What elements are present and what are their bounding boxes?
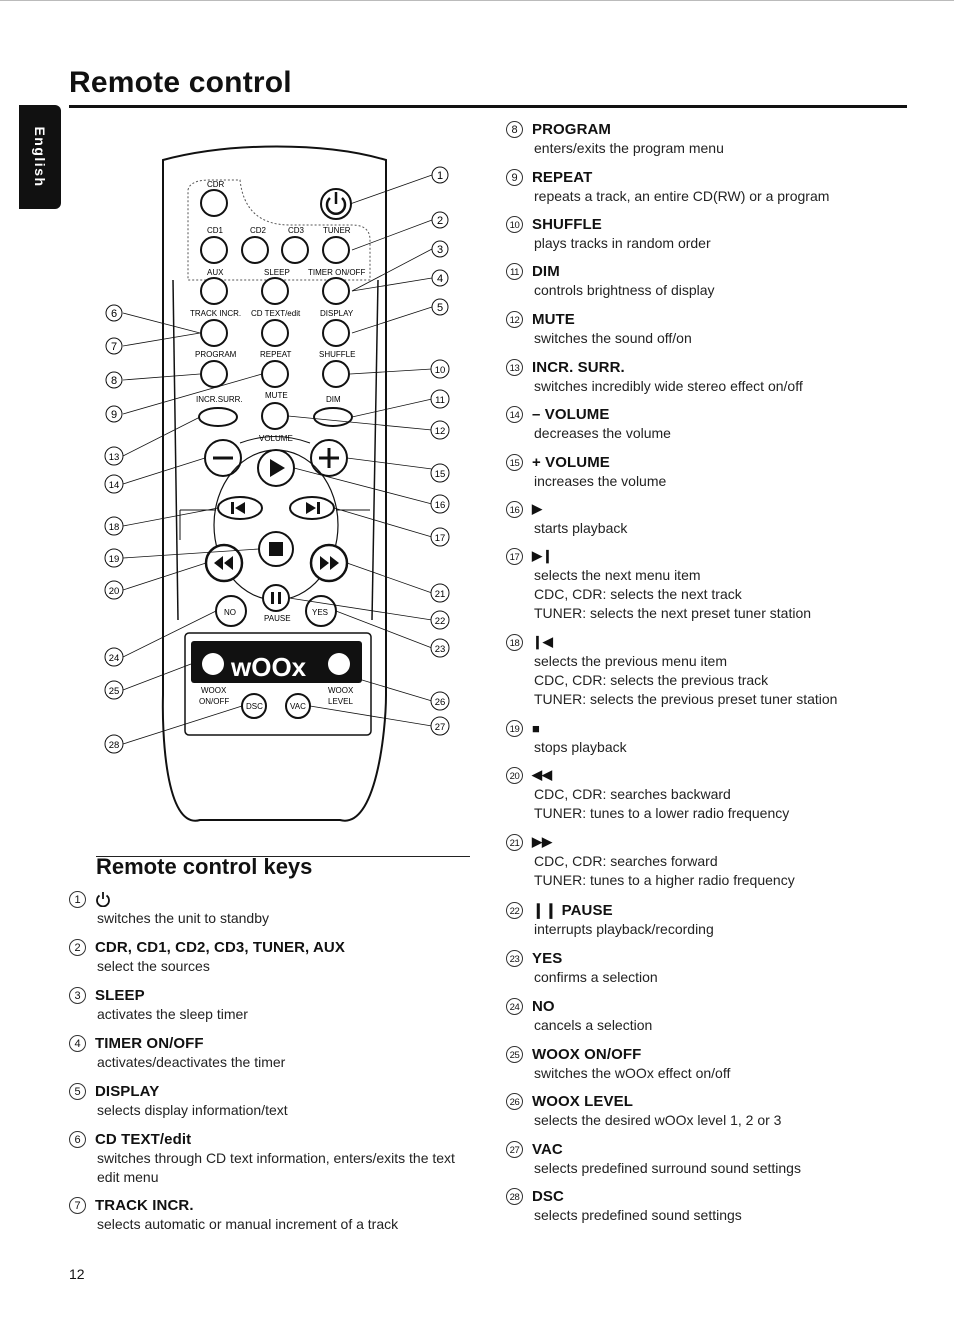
entry-desc: CDC, CDR: selects the next track — [534, 586, 742, 602]
pause-button[interactable] — [263, 585, 289, 611]
cd3-button[interactable] — [282, 237, 308, 263]
entry-label: YES — [532, 949, 563, 967]
entry-desc: switches the sound off/on — [534, 330, 692, 346]
display-button[interactable] — [323, 320, 349, 346]
entry-label: REPEAT — [532, 168, 593, 186]
title-rule — [69, 105, 907, 108]
callout-23: 23 — [434, 644, 446, 655]
key-entry-5 — [69, 1081, 288, 1120]
callout-27: 27 — [434, 722, 446, 733]
entry-label: INCR. SURR. — [532, 358, 625, 376]
entry-desc: CDC, CDR: selects the previous track — [534, 672, 769, 688]
callout-18: 18 — [108, 522, 120, 533]
btn-label-cd-text: CD TEXT/edit — [251, 309, 301, 318]
cd2-button[interactable] — [242, 237, 268, 263]
key-entry-7 — [69, 1195, 398, 1234]
entry-desc: confirms a selection — [534, 969, 658, 985]
pause-icon — [271, 592, 274, 604]
key-entry-13 — [506, 357, 803, 396]
btn-label-dsc: DSC — [246, 702, 263, 711]
entry-desc: activates/deactivates the timer — [97, 1054, 286, 1070]
entry-number: 19 — [506, 720, 523, 737]
key-entry-16 — [506, 499, 627, 538]
shuffle-button[interactable] — [323, 361, 349, 387]
tuner-button[interactable] — [323, 237, 349, 263]
entry-desc: repeats a track, an entire CD(RW) or a program — [534, 188, 830, 204]
btn-label-dim: DIM — [326, 395, 341, 404]
key-entry-3 — [69, 985, 248, 1024]
callout-8: 8 — [110, 375, 118, 387]
key-entry-12 — [506, 309, 692, 348]
key-entry-26 — [506, 1091, 781, 1130]
sleep-button[interactable] — [262, 278, 288, 304]
callout-3: 3 — [436, 244, 444, 256]
key-entry-25 — [506, 1044, 730, 1083]
entry-label: MUTE — [532, 310, 575, 328]
entry-number: 17 — [506, 548, 523, 565]
entry-label: + VOLUME — [532, 453, 610, 471]
cdr-button[interactable] — [201, 190, 227, 216]
key-entry-10 — [506, 214, 711, 253]
entry-desc: CDC, CDR: searches backward — [534, 786, 731, 802]
entry-number: 26 — [506, 1093, 523, 1110]
entry-number: 18 — [506, 634, 523, 651]
btn-label-repeat: REPEAT — [260, 350, 292, 359]
entry-label: – VOLUME — [532, 405, 610, 423]
callout-13: 13 — [108, 452, 120, 463]
key-entry-21 — [506, 832, 795, 890]
entry-label: PROGRAM — [532, 120, 612, 138]
callout-5: 5 — [436, 302, 444, 314]
forward-icon: ▶▶ — [532, 834, 552, 849]
entry-number: 3 — [69, 987, 86, 1004]
callout-15: 15 — [434, 469, 446, 480]
entry-desc: cancels a selection — [534, 1017, 653, 1033]
key-entry-8 — [506, 119, 724, 158]
key-entry-15 — [506, 452, 666, 491]
remote-svg — [90, 140, 460, 830]
key-entry-28 — [506, 1186, 742, 1225]
repeat-button[interactable] — [262, 361, 288, 387]
entry-label: DIM — [532, 262, 560, 280]
entry-desc: TUNER: tunes to a lower radio frequency — [534, 805, 790, 821]
play-icon: ▶ — [532, 501, 542, 516]
entry-desc: TUNER: tunes to a higher radio frequency — [534, 872, 795, 888]
entry-desc: TUNER: selects the previous preset tuner station — [534, 691, 838, 707]
callout-12: 12 — [434, 426, 446, 437]
program-button[interactable] — [201, 361, 227, 387]
btn-label-shuffle: SHUFFLE — [319, 350, 356, 359]
entry-number: 27 — [506, 1141, 523, 1158]
stop-icon — [269, 542, 283, 556]
callout-25: 25 — [108, 686, 120, 697]
btn-label-pause: PAUSE — [264, 614, 291, 623]
entry-desc: selects the desired wOOx level 1, 2 or 3 — [534, 1112, 782, 1128]
btn-label-no: NO — [224, 608, 236, 617]
aux-button[interactable] — [201, 278, 227, 304]
entry-desc: increases the volume — [534, 473, 667, 489]
entry-number: 25 — [506, 1046, 523, 1063]
key-entry-24 — [506, 996, 652, 1035]
language-tab-label: English — [32, 126, 48, 188]
entry-label: SLEEP — [95, 986, 145, 1004]
btn-label-mute: MUTE — [265, 391, 288, 400]
incr-surr-button[interactable] — [199, 408, 237, 426]
btn-label-aux: AUX — [207, 268, 224, 277]
entry-desc: switches the wOOx effect on/off — [534, 1065, 731, 1081]
cd1-button[interactable] — [201, 237, 227, 263]
entry-number: 8 — [506, 121, 523, 138]
btn-label-program: PROGRAM — [195, 350, 237, 359]
entry-label: SHUFFLE — [532, 215, 602, 233]
callout-21: 21 — [434, 589, 446, 600]
key-entry-1 — [69, 889, 269, 928]
entry-number: 12 — [506, 311, 523, 328]
callout-6: 6 — [110, 308, 118, 320]
callout-7: 7 — [110, 341, 118, 353]
key-entry-4 — [69, 1033, 285, 1072]
btn-label-woox-level-2: LEVEL — [328, 697, 353, 706]
entry-desc: starts playback — [534, 520, 628, 536]
btn-label-track-incr: TRACK INCR. — [190, 309, 242, 318]
woox-logo: wOOx — [231, 652, 307, 682]
callout-19: 19 — [108, 554, 120, 565]
entry-desc: activates the sleep timer — [97, 1006, 248, 1022]
track-incr-button[interactable] — [201, 320, 227, 346]
mute-button[interactable] — [262, 403, 288, 429]
entry-number: 22 — [506, 902, 523, 919]
callout-28: 28 — [108, 740, 120, 751]
callout-24: 24 — [108, 653, 120, 664]
entry-desc: plays tracks in random order — [534, 235, 711, 251]
cd-text-button[interactable] — [262, 320, 288, 346]
btn-label-vac: VAC — [290, 702, 306, 711]
btn-label-yes: YES — [312, 608, 329, 617]
callout-20: 20 — [108, 586, 120, 597]
key-entry-6 — [69, 1129, 455, 1187]
entry-number: 28 — [506, 1188, 523, 1205]
key-entry-11 — [506, 261, 715, 300]
page-title: Remote control — [69, 66, 292, 99]
entry-number: 11 — [506, 263, 523, 280]
entry-label: DISPLAY — [95, 1082, 160, 1100]
btn-label-timer: TIMER ON/OFF — [308, 268, 366, 277]
key-entry-19 — [506, 718, 627, 757]
entry-desc: CDC, CDR: searches forward — [534, 853, 718, 869]
entry-desc: TUNER: selects the next preset tuner station — [534, 605, 812, 621]
callout-14: 14 — [108, 480, 120, 491]
btn-label-cd1: CD1 — [207, 226, 224, 235]
rewind-icon: ◀◀ — [532, 767, 552, 782]
page-number: 12 — [69, 1266, 85, 1282]
callout-9: 9 — [110, 409, 118, 421]
btn-label-incr-surr: INCR.SURR. — [196, 395, 243, 404]
entry-number: 10 — [506, 216, 523, 233]
key-entry-17 — [506, 546, 811, 623]
entry-desc: edit menu — [97, 1169, 159, 1185]
section-title: Remote control keys — [96, 854, 313, 879]
entry-label: CD TEXT/edit — [95, 1130, 192, 1148]
btn-label-cdr: CDR — [207, 180, 225, 189]
entry-desc: interrupts playback/recording — [534, 921, 714, 937]
key-entry-9 — [506, 167, 829, 206]
entry-number: 23 — [506, 950, 523, 967]
dim-button[interactable] — [314, 408, 352, 426]
entry-desc: selects the previous menu item — [534, 653, 727, 669]
callout-26: 26 — [434, 697, 446, 708]
key-entry-2 — [69, 937, 345, 976]
entry-label: CDR, CD1, CD2, CD3, TUNER, AUX — [95, 938, 345, 956]
entry-label: VAC — [532, 1140, 563, 1158]
entry-desc: controls brightness of display — [534, 282, 715, 298]
entry-desc: selects the next menu item — [534, 567, 701, 583]
entry-number: 9 — [506, 169, 523, 186]
remote-illustration — [90, 140, 460, 835]
entry-number: 7 — [69, 1197, 86, 1214]
callout-4: 4 — [436, 273, 444, 285]
callout-10: 10 — [434, 365, 446, 376]
entry-number: 14 — [506, 406, 523, 423]
entry-number: 16 — [506, 501, 523, 518]
btn-label-cd2: CD2 — [250, 226, 267, 235]
btn-label-tuner: TUNER — [323, 226, 351, 235]
key-entry-18 — [506, 632, 837, 709]
entry-label: WOOX LEVEL — [532, 1092, 634, 1110]
entry-number: 6 — [69, 1131, 86, 1148]
callout-11: 11 — [435, 395, 445, 406]
key-entry-23 — [506, 948, 658, 987]
entry-label: ❙❙ PAUSE — [532, 902, 613, 919]
entry-desc: selects display information/text — [97, 1102, 288, 1118]
entry-desc: selects predefined sound settings — [534, 1207, 742, 1223]
entry-number: 15 — [506, 454, 523, 471]
entry-number: 1 — [69, 891, 86, 908]
btn-label-volume: VOLUME — [259, 434, 293, 443]
timer-button[interactable] — [323, 278, 349, 304]
callout-1: 1 — [436, 170, 444, 182]
entry-number: 21 — [506, 834, 523, 851]
entry-desc: switches through CD text information, enters/exits the text — [97, 1150, 455, 1166]
entry-desc: switches the unit to standby — [97, 910, 269, 926]
callout-22: 22 — [434, 616, 446, 627]
entry-desc: selects automatic or manual increment of a track — [97, 1216, 399, 1232]
entry-label: WOOX ON/OFF — [532, 1045, 642, 1063]
btn-label-cd3: CD3 — [288, 226, 305, 235]
previous-icon: ❙◀ — [532, 634, 553, 649]
entry-label: DSC — [532, 1187, 564, 1205]
btn-label-display: DISPLAY — [320, 309, 354, 318]
key-entry-14 — [506, 404, 671, 443]
callout-16: 16 — [434, 500, 446, 511]
key-entry-27 — [506, 1139, 801, 1178]
entry-number: 5 — [69, 1083, 86, 1100]
entry-label: TIMER ON/OFF — [95, 1034, 204, 1052]
callout-17: 17 — [434, 533, 446, 544]
stop-icon: ■ — [532, 720, 540, 736]
language-tab — [19, 105, 61, 209]
entry-desc: enters/exits the program menu — [534, 140, 724, 156]
callout-2: 2 — [436, 215, 444, 227]
entry-desc: switches incredibly wide stereo effect on/off — [534, 378, 803, 394]
entry-number: 13 — [506, 359, 523, 376]
entry-label: TRACK INCR. — [95, 1196, 194, 1214]
key-entry-20 — [506, 765, 789, 823]
entry-number: 4 — [69, 1035, 86, 1052]
power-icon — [95, 891, 111, 907]
entry-label: NO — [532, 997, 555, 1015]
entry-desc: stops playback — [534, 739, 627, 755]
entry-desc: select the sources — [97, 958, 210, 974]
entry-number: 2 — [69, 939, 86, 956]
entry-desc: selects predefined surround sound settings — [534, 1160, 801, 1176]
entry-number: 20 — [506, 767, 523, 784]
entry-desc: decreases the volume — [534, 425, 671, 441]
btn-label-woox-onoff-1: WOOX — [201, 686, 227, 695]
btn-label-sleep: SLEEP — [264, 268, 290, 277]
top-border-line — [0, 0, 954, 1]
next-icon: ▶❙ — [532, 548, 553, 563]
key-entry-22 — [506, 900, 714, 939]
entry-number: 24 — [506, 998, 523, 1015]
btn-label-woox-onoff-2: ON/OFF — [199, 697, 230, 706]
btn-label-woox-level-1: WOOX — [328, 686, 354, 695]
